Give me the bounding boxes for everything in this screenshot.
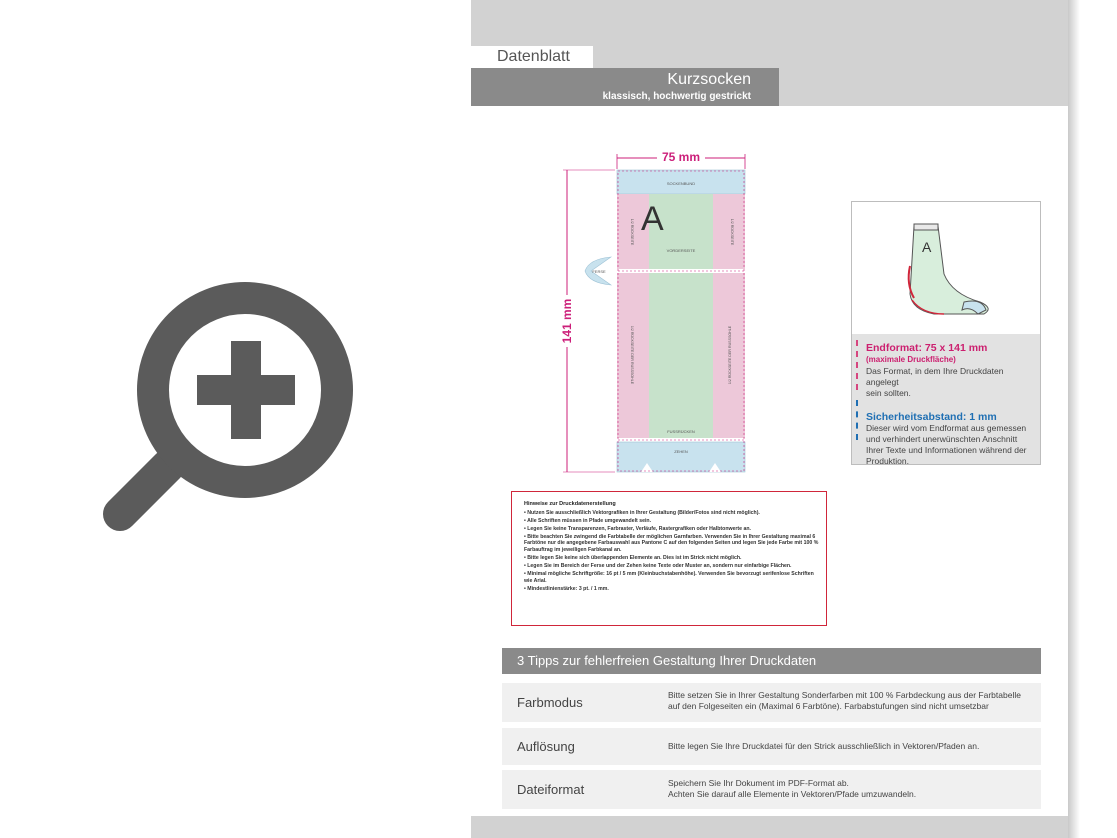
sock-preview-image: [852, 202, 1040, 334]
zone-back-left-label: 1/2 RÜCKSEITE: [630, 218, 634, 246]
tip-row-aufloesung: [502, 728, 1041, 765]
endformat-subtitle: (maximale Druckfläche): [866, 355, 956, 364]
product-subtitle: klassisch, hochwertig gestrickt: [602, 91, 751, 102]
datasheet-tab: Datenblatt: [471, 46, 593, 68]
hint-item: • Bitte legen Sie keine sich überlappenden Elemente an. Dies ist im Strick nicht möglich.: [524, 555, 742, 562]
zoom-in-icon[interactable]: [100, 270, 360, 550]
safety-description-line: und verhindert unerwünschten Anschnitt: [866, 434, 1018, 444]
footer-band: [471, 816, 1068, 838]
sheet-shadow: [1068, 0, 1080, 838]
product-title: Kurzsocken: [667, 71, 751, 88]
tip-row-farbmodus: [502, 683, 1041, 722]
tip-label: Dateiformat: [517, 782, 585, 797]
width-label: 75 mm: [661, 150, 701, 164]
zone-instep-label: FUSSRÜCKEN: [667, 429, 695, 434]
hint-item: • Nutzen Sie ausschließlich Vektorgrafiken in Ihrer Gestaltung (Bilder/Fotos sind nicht möglich).: [524, 509, 760, 516]
safety-description-line: Produktion.: [866, 456, 909, 466]
safety-description-line: Ihrer Texte und Informationen während der: [866, 445, 1027, 455]
zone-heel-label: FERSE: [592, 269, 606, 274]
preview-letter: A: [922, 239, 932, 255]
hint-item: • Bitte beachten Sie zwingend die Farbtabelle der möglichen Garnfarben. Verwenden Sie in Ihrer Gestaltung maximal 6 Farbtöne nur die angegebene Farbauswahl aus Pantone C auf den folgenden Seiten und legen Sie jede Farbe mit 100 % Farbauftrag im jeweiligen Farbkanal an.: [524, 533, 819, 553]
tip-text: [668, 690, 1033, 712]
tip-text-line: Achten Sie darauf alle Elemente in Vektoren/Pfade umzuwandeln.: [668, 789, 917, 799]
safety-description-line: Dieser wird vom Endformat aus gemessen: [866, 423, 1027, 433]
zone-sole-left-label: 1/2 RÜCKSEITE DER RUSSSOHLE: [630, 325, 634, 385]
endformat-description: [866, 366, 1032, 399]
endformat-description-line: sein sollten.: [866, 388, 911, 398]
endformat-title: Endformat: 75 x 141 mm: [866, 342, 988, 354]
endformat-description-line: Das Format, in dem Ihre Druckdaten angelegt: [866, 366, 1004, 387]
hint-item: • Alle Schriften müssen in Pfade umgewandelt sein.: [524, 517, 652, 524]
tip-text: [668, 741, 1033, 752]
sock-layout-diagram: [560, 145, 771, 475]
print-hints-box: [511, 491, 827, 626]
tip-label: Farbmodus: [517, 695, 583, 710]
tip-row-dateiformat: [502, 770, 1041, 809]
safety-margin-description: [866, 423, 1032, 467]
tip-label: Auflösung: [517, 739, 575, 754]
motif-letter: A: [641, 200, 664, 238]
format-dash-marker: [856, 340, 858, 390]
zone-instep: [649, 273, 713, 438]
format-info-box: [851, 201, 1041, 465]
format-details: [852, 334, 1040, 464]
hint-item: • Minimal mögliche Schriftgröße: 16 pt / 5 mm (Kleinbuchstabenhöhe). Verwenden Sie bevorzugt serifenlose Schriften wie Arial.: [524, 571, 814, 584]
tip-text-line: Bitte legen Sie Ihre Druckdatei für den Strick ausschließlich in Vektoren/Pfaden an.: [668, 741, 980, 751]
tip-text: [668, 778, 1033, 800]
tips-header: 3 Tipps zur fehlerfreien Gestaltung Ihrer Druckdaten: [502, 648, 1041, 674]
zone-front-label: VORDERSEITE: [666, 248, 696, 253]
safety-margin-title: Sicherheitsabstand: 1 mm: [866, 411, 997, 423]
hint-item: • Legen Sie im Bereich der Ferse und der Zehen keine Texte oder Muster an, sondern nur einfarbige Flächen.: [524, 563, 792, 570]
zone-sole-right-label: 1/2 RÜCKSEITE DER RUSSSOHLE: [728, 325, 732, 385]
zone-toes: [617, 442, 745, 472]
tip-text-line: auf den Folgeseiten ein (Maximal 6 Farbtöne). Farbabstufungen sind nicht umsetzbar: [668, 701, 989, 711]
height-label: 141 mm: [560, 298, 574, 344]
hint-item: • Mindestlinienstärke: 3 pt. / 1 mm.: [524, 585, 609, 592]
zone-toes-label: ZEHEN: [674, 449, 688, 454]
tip-text-line: Bitte setzen Sie in Ihrer Gestaltung Sonderfarben mit 100 % Farbdeckung aus der Farbtabelle: [668, 690, 1021, 700]
hints-title: Hinweise zur Druckdatenerstellung: [524, 501, 616, 507]
datasheet-page: [471, 0, 1068, 838]
title-bar: [471, 68, 779, 106]
sock-cuff: [914, 224, 938, 230]
zone-cuff-label: SOCKENBUND: [666, 181, 696, 186]
safety-dash-marker: [856, 400, 858, 440]
hint-item: • Legen Sie keine Transparenzen, Farbraster, Verläufe, Rastergrafiken oder Halbtonwerte an.: [524, 525, 751, 532]
tip-text-line: Speichern Sie Ihr Dokument im PDF-Format ab.: [668, 778, 849, 788]
zone-back-right-label: 1/2 RÜCKSEITE: [730, 218, 734, 246]
